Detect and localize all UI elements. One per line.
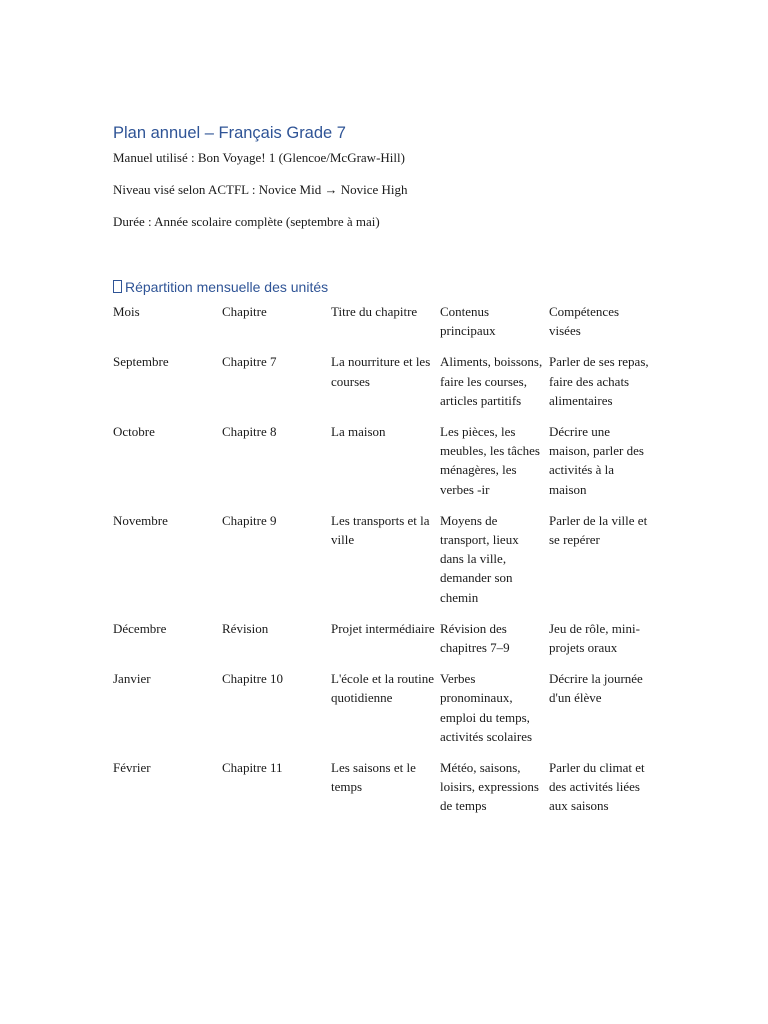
table-header-row: [113, 302, 658, 352]
cell-chapter-title: Les saisons et le temps: [331, 760, 416, 795]
cell-chapter-title: Les transports et la ville: [331, 512, 430, 548]
cell-main-contents: Verbes pronominaux, emploi du temps, activités scolaires: [440, 671, 533, 744]
cell-main-contents: Météo, saisons, loisirs, expressions de temps: [440, 760, 539, 814]
cell-chapter: Chapitre 8: [222, 424, 277, 440]
cell-target-skills: Décrire la journée d'un élève: [549, 671, 643, 706]
cell-chapter-title: Projet intermédiaire: [331, 620, 435, 636]
cell-chapter-title: La nourriture et les courses: [331, 354, 431, 389]
cell-chapter-title: La maison: [331, 424, 386, 440]
cell-target-skills: Parler de ses repas, faire des achats alimentaires: [549, 354, 649, 408]
monthly-plan-table: [113, 302, 658, 828]
document-title: Plan annuel – Français Grade 7: [113, 124, 346, 142]
cell-chapter: Chapitre 10: [222, 671, 284, 687]
missing-glyph-icon: [113, 280, 122, 293]
actfl-level-line: Niveau visé selon ACTFL : Novice Mid → Novice High: [113, 182, 408, 197]
cell-main-contents: Révision des chapitres 7–9: [440, 620, 510, 656]
header-month: Mois: [113, 304, 140, 319]
cell-chapter: Chapitre 11: [222, 760, 283, 776]
header-chapter-title: Titre du chapitre: [331, 304, 418, 319]
cell-chapter: Révision: [222, 620, 269, 636]
header-target-skills: Compétences visées: [549, 304, 620, 339]
cell-main-contents: Moyens de transport, lieux dans la ville, demander son chemin: [440, 512, 519, 605]
section-heading-text: Répartition mensuelle des unités: [125, 279, 329, 295]
duration-line: Durée : Année scolaire complète (septembre à mai): [113, 214, 380, 229]
cell-chapter: Chapitre 9: [222, 512, 277, 528]
cell-month: Septembre: [113, 354, 169, 370]
section-heading: [113, 279, 328, 295]
cell-month: Janvier: [113, 671, 151, 687]
cell-target-skills: Parler du climat et des activités liées aux saisons: [549, 760, 645, 814]
cell-target-skills: Parler de la ville et se repérer: [549, 512, 648, 548]
table-row: [113, 619, 658, 669]
cell-target-skills: Jeu de rôle, mini-projets oraux: [549, 620, 640, 656]
textbook-line: Manuel utilisé : Bon Voyage! 1 (Glencoe/McGraw-Hill): [113, 150, 405, 165]
header-main-contents: Contenus principaux: [440, 304, 496, 339]
table-row: [113, 352, 658, 422]
cell-chapter: Chapitre 7: [222, 354, 277, 370]
table-row: [113, 511, 658, 619]
cell-month: Décembre: [113, 620, 167, 636]
cell-month: Novembre: [113, 512, 168, 528]
cell-target-skills: Décrire une maison, parler des activités à la maison: [549, 424, 644, 497]
table-row: [113, 758, 658, 828]
cell-main-contents: Aliments, boissons, faire les courses, articles partitifs: [440, 354, 543, 408]
table-row: [113, 669, 658, 758]
cell-month: Octobre: [113, 424, 155, 440]
header-chapter: Chapitre: [222, 304, 267, 319]
cell-month: Février: [113, 760, 151, 776]
cell-chapter-title: L'école et la routine quotidienne: [331, 671, 435, 706]
cell-main-contents: Les pièces, les meubles, les tâches ménagères, les verbes -ir: [440, 424, 540, 497]
table-row: [113, 422, 658, 511]
